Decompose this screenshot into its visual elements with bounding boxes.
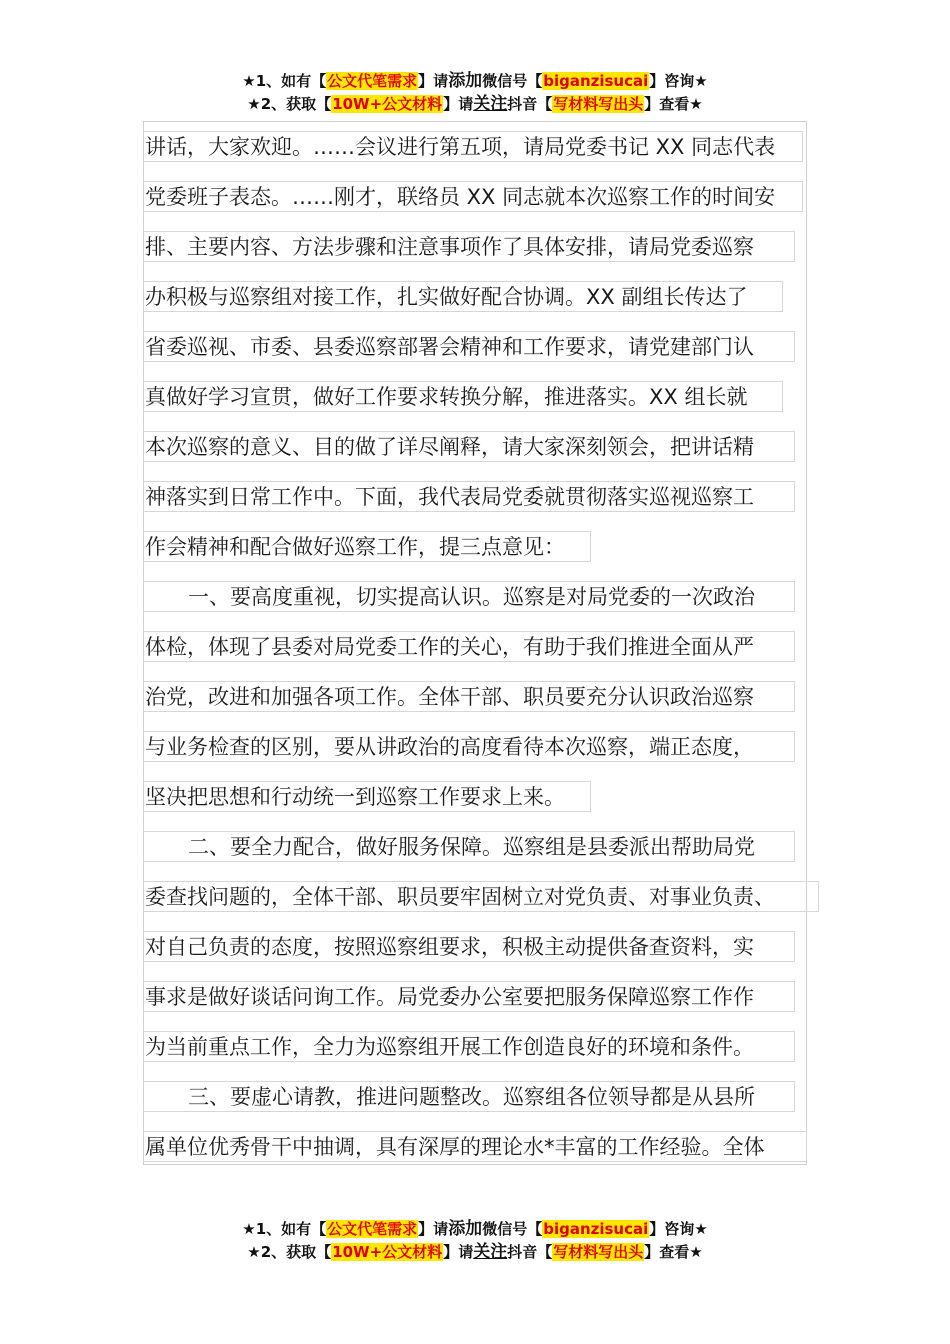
paragraph-heading: 三、要虚心请教，推进问题整改。巡察组各位领导都是从县所 xyxy=(143,1081,795,1112)
text-line: 神落实到日常工作中。下面，我代表局党委就贯彻落实巡视巡察工 xyxy=(143,481,795,512)
text-line: 事求是做好谈话问询工作。局党委办公室要把服务保障巡察工作作 xyxy=(143,981,795,1012)
text-line: 作会精神和配合做好巡察工作，提三点意见： xyxy=(143,531,591,562)
footer-banner xyxy=(0,1218,950,1264)
text-line: 真做好学习宣贯，做好工作要求转换分解，推进落实。XX 组长就 xyxy=(143,381,783,412)
text-line: 排、主要内容、方法步骤和注意事项作了具体安排，请局党委巡察 xyxy=(143,231,795,262)
text-line: 省委巡视、市委、县委巡察部署会精神和工作要求，请党建部门认 xyxy=(143,331,795,362)
text-line: 与业务检查的区别，要从讲政治的高度看待本次巡察，端正态度， xyxy=(143,731,795,762)
text-line: 对自己负责的态度，按照巡察组要求，积极主动提供备查资料，实 xyxy=(143,931,795,962)
banner-line-2: ★2、获取【10W+公文材料】请关注抖音【写材料写出头】查看★ xyxy=(247,94,703,114)
text-line: 本次巡察的意义、目的做了详尽阐释，请大家深刻领会，把讲话精 xyxy=(143,431,795,462)
text-line: 讲话，大家欢迎。……会议进行第五项，请局党委书记 XX 同志代表 xyxy=(143,131,803,162)
header-banner xyxy=(0,70,950,116)
text-line: 委查找问题的，全体干部、职员要牢固树立对党负责、对事业负责、 xyxy=(143,881,819,912)
text-line: 坚决把思想和行动统一到巡察工作要求上来。 xyxy=(143,781,591,812)
paragraph-heading: 二、要全力配合，做好服务保障。巡察组是县委派出帮助局党 xyxy=(143,831,795,862)
banner-line-2: ★2、获取【10W+公文材料】请关注抖音【写材料写出头】查看★ xyxy=(247,1242,703,1262)
text-line: 办积极与巡察组对接工作，扎实做好配合协调。XX 副组长传达了 xyxy=(143,281,783,312)
banner-line-1: ★1、如有【公文代笔需求】请添加微信号【biganzisucai】咨询★ xyxy=(242,1219,708,1239)
paragraph-heading: 一、要高度重视，切实提高认识。巡察是对局党委的一次政治 xyxy=(143,581,795,612)
text-line: 治党，改进和加强各项工作。全体干部、职员要充分认识政治巡察 xyxy=(143,681,795,712)
text-line: 党委班子表态。……刚才，联络员 XX 同志就本次巡察工作的时间安 xyxy=(143,181,803,212)
text-line: 体检，体现了县委对局党委工作的关心，有助于我们推进全面从严 xyxy=(143,631,795,662)
text-line: 属单位优秀骨干中抽调，具有深厚的理论水*丰富的工作经验。全体 xyxy=(143,1131,807,1162)
banner-line-1: ★1、如有【公文代笔需求】请添加微信号【biganzisucai】咨询★ xyxy=(242,71,708,91)
text-line: 为当前重点工作，全力为巡察组开展工作创造良好的环境和条件。 xyxy=(143,1031,795,1062)
